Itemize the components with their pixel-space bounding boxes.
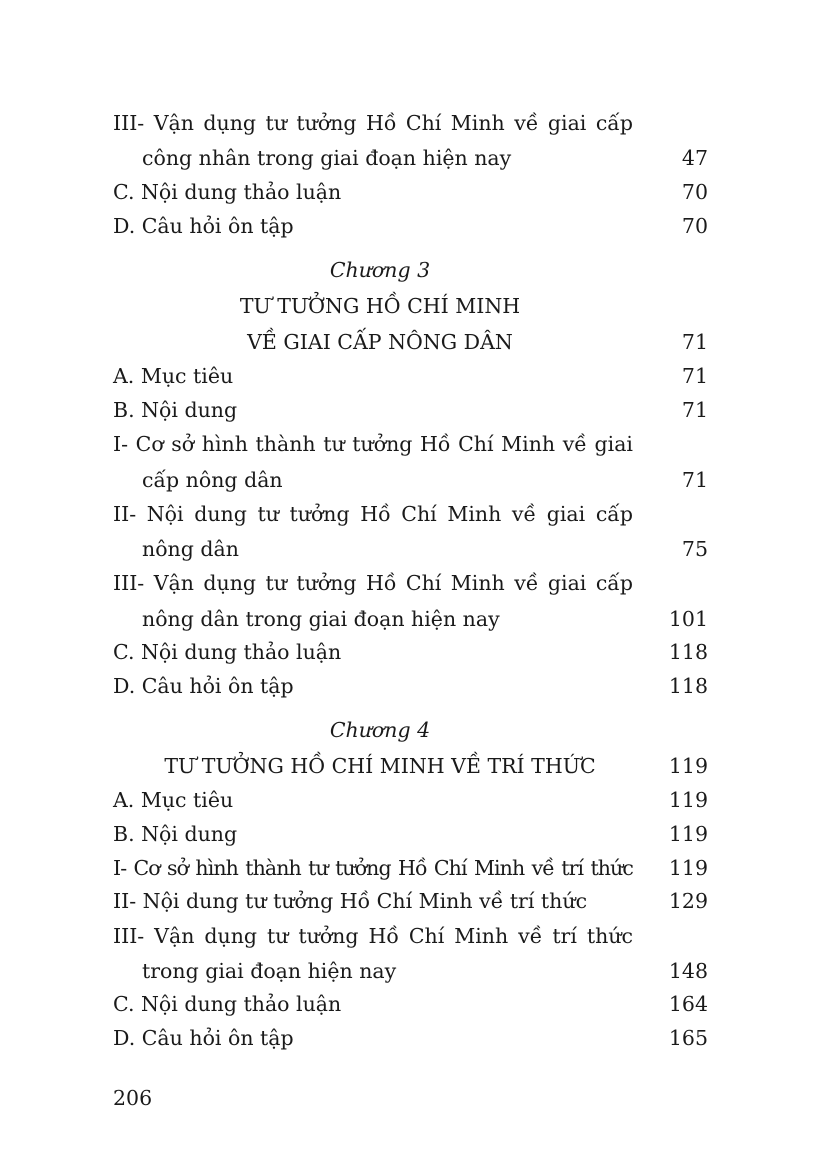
toc-entry — [0, 785, 822, 815]
toc-entry-title: D. Câu hỏi ôn tập — [113, 1026, 294, 1050]
chapter-number: Chương 4 — [329, 718, 431, 742]
toc-entry — [0, 568, 822, 598]
chapter-title-line: TƯ TƯỞNG HỒ CHÍ MINH — [239, 294, 521, 318]
toc-entry-title: B. Nội dung — [113, 398, 238, 422]
toc-entry-title: nông dân — [142, 537, 239, 561]
toc-entry-title: D. Câu hỏi ôn tập — [113, 674, 294, 698]
toc-entry — [0, 429, 822, 459]
chapter-title-line: VỀ GIAI CẤP NÔNG DÂN — [247, 330, 513, 354]
toc-entry — [0, 499, 822, 529]
page-number: 70 — [681, 180, 708, 204]
page-number: 165 — [668, 1026, 708, 1050]
toc-entry — [0, 853, 822, 883]
toc-entry-title: công nhân trong giai đoạn hiện nay — [142, 146, 512, 170]
toc-entry — [0, 395, 822, 425]
page-number: 119 — [668, 822, 708, 846]
page-number: 118 — [668, 674, 708, 698]
page-number: 119 — [668, 788, 708, 812]
chapter-title — [0, 327, 822, 357]
page-number: 118 — [668, 640, 708, 664]
toc-entry-title: III- Vận dụng tư tưởng Hồ Chí Minh về giai cấp — [113, 111, 633, 135]
page-number: 71 — [681, 330, 708, 354]
page-number: 71 — [681, 468, 708, 492]
toc-entry-title: A. Mục tiêu — [113, 364, 234, 388]
toc-entry — [0, 465, 822, 495]
chapter-title — [0, 291, 822, 321]
toc-entry — [0, 921, 822, 951]
toc-entry — [0, 143, 822, 173]
folio-page-number: 206 — [113, 1086, 153, 1110]
toc-entry — [0, 108, 822, 138]
toc-entry-title: C. Nội dung thảo luận — [113, 992, 342, 1016]
page-number: 164 — [668, 992, 708, 1016]
chapter-number: Chương 3 — [329, 258, 431, 282]
page-number: 47 — [681, 146, 708, 170]
page-number: 129 — [668, 889, 708, 913]
toc-entry-title: C. Nội dung thảo luận — [113, 640, 342, 664]
toc-entry — [0, 637, 822, 667]
toc-entry-title: I- Cơ sở hình thành tư tưởng Hồ Chí Minh về trí thức — [113, 856, 633, 880]
chapter-title — [0, 751, 822, 781]
toc-entry-title: II- Nội dung tư tưởng Hồ Chí Minh về giai cấp — [113, 502, 633, 526]
page-number: 119 — [668, 856, 708, 880]
toc-entry — [0, 604, 822, 634]
toc-entry-title: nông dân trong giai đoạn hiện nay — [142, 607, 500, 631]
toc-entry-title: A. Mục tiêu — [113, 788, 234, 812]
page-number: 119 — [668, 754, 708, 778]
chapter-label — [0, 255, 822, 285]
toc-entry — [0, 819, 822, 849]
toc-entry — [0, 361, 822, 391]
toc-entry-title: B. Nội dung — [113, 822, 238, 846]
toc-entry-title: II- Nội dung tư tưởng Hồ Chí Minh về trí thức — [113, 889, 588, 913]
toc-entry-title: cấp nông dân — [142, 468, 283, 492]
toc-entry-title: I- Cơ sở hình thành tư tưởng Hồ Chí Minh về giai — [113, 432, 633, 456]
page-number: 71 — [681, 364, 708, 388]
toc-entry-title: trong giai đoạn hiện nay — [142, 959, 397, 983]
page-number: 70 — [681, 214, 708, 238]
page-number: 71 — [681, 398, 708, 422]
toc-entry — [0, 989, 822, 1019]
page-number: 148 — [668, 959, 708, 983]
toc-entry — [0, 534, 822, 564]
toc-entry — [0, 177, 822, 207]
toc-entry-title: III- Vận dụng tư tưởng Hồ Chí Minh về giai cấp — [113, 571, 633, 595]
chapter-title-line: TƯ TƯỞNG HỒ CHÍ MINH VỀ TRÍ THỨC — [164, 754, 596, 778]
toc-entry — [0, 1023, 822, 1053]
page-number: 101 — [668, 607, 708, 631]
toc-entry-title: III- Vận dụng tư tưởng Hồ Chí Minh về trí thức — [113, 924, 633, 948]
page-number: 75 — [681, 537, 708, 561]
toc-entry — [0, 671, 822, 701]
toc-entry-title: D. Câu hỏi ôn tập — [113, 214, 294, 238]
toc-entry — [0, 956, 822, 986]
toc-entry-title: C. Nội dung thảo luận — [113, 180, 342, 204]
toc-entry — [0, 211, 822, 241]
toc-entry — [0, 886, 822, 916]
chapter-label — [0, 715, 822, 745]
